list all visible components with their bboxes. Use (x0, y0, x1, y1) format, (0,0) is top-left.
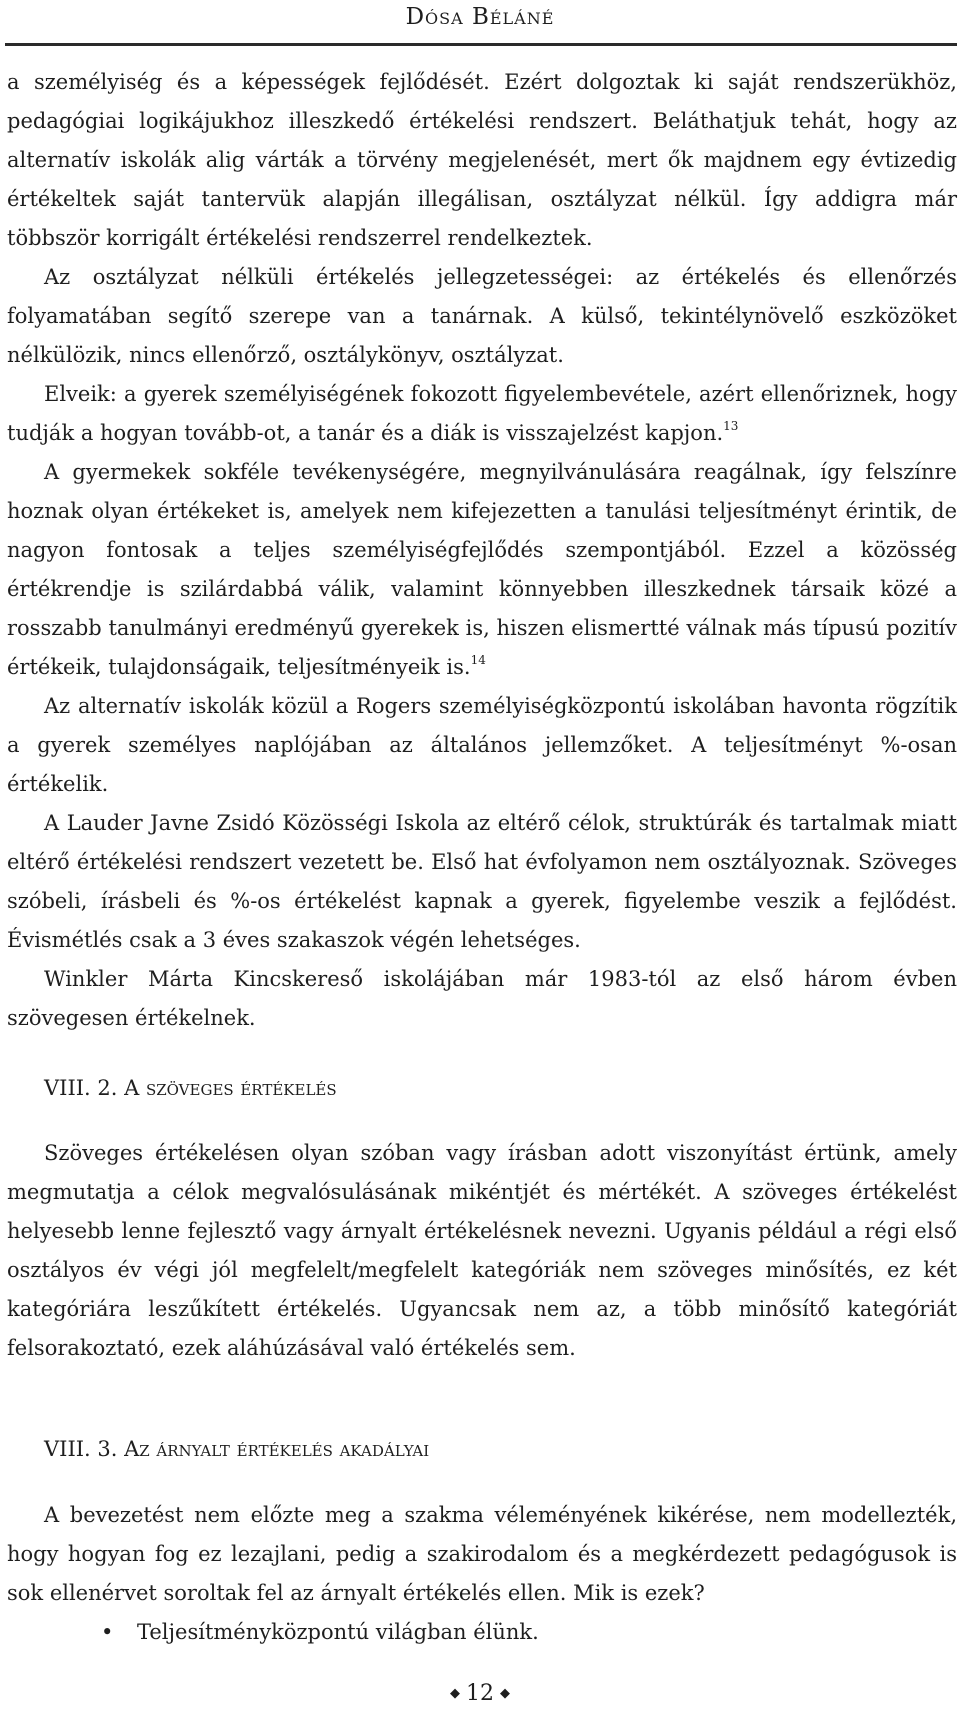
footnote-ref-13: 13 (723, 419, 739, 433)
page-number: 12 (466, 1681, 494, 1706)
list-item-text: Teljesítményközpontú világban élünk. (137, 1620, 539, 1644)
paragraph: A Lauder Javne Zsidó Közösségi Iskola az eltérő célok, struktúrák és tartalmak miatt eltérő értékelési rendszert vezetett be. Első hat évfolyamon nem osztályoznak. Szöveges szóbeli, írásbeli és %-os értékelést kapnak a gyerek, figyelembe veszik a fejlődést. Évismétlés csak a 3 éves szakaszok végén lehetséges. (7, 811, 957, 952)
paragraph-text: A gyermekek sokféle tevékenységére, megnyilvánulására reagálnak, így felszínre hoznak olyan értékeket is, amelyek nem kifejezetten a tanulási teljesítményt érintik, de nagyon fontosak a teljes személyiségfejlődés szempontjából. Ezzel a közösség értékrendje is szilárdabbá válik, valamint könnyebben illeszkednek társaik közé a rosszabb tanulmányi eredményű gyerekek is, hiszen elismertté válnak más típusú pozitív értékeik, tulajdonságaik, teljesítményeik is. (7, 460, 957, 679)
paragraph: A bevezetést nem előzte meg a szakma véleményének kikérése, nem modellezték, hogy hogyan fog ez lezajlani, pedig a szakirodalom és a megkérdezett pedagógusok is sok ellenérvet soroltak fel az árnyalt értékelés ellen. Mik is ezek? (7, 1503, 957, 1605)
running-head: Dósa Béláné (405, 4, 555, 30)
paragraph (7, 375, 957, 453)
paragraph: Szöveges értékelésen olyan szóban vagy írásban adott viszonyítást értünk, amely megmutatja a célok megvalósulásának mikéntjét és mértékét. A szöveges értékelést helyesebb lenne fejlesztő vagy árnyalt értékelésnek nevezni. Ugyanis például a régi első osztályos év végi jól megfelelt/megfelelt kategóriák nem szöveges minősítés, ez két kategóriára leszűkített értékelés. Ugyancsak nem az, a több minősítő kategóriát felsorakoztató, ezek aláhúzásával való értékelés sem. (7, 1141, 957, 1360)
section-heading: VIII. 2. A szöveges értékelés (44, 1076, 337, 1100)
diamond-ornament-icon: ◆ (500, 1686, 510, 1701)
footnote-ref-14: 14 (470, 653, 486, 667)
paragraph-text: Elveik: a gyerek személyiségének fokozott figyelembevétele, azért ellenőriznek, hogy tudják a hogyan tovább-ot, a tanár és a diák is visszajelzést kapjon. (7, 382, 957, 445)
paragraph: Az alternatív iskolák közül a Rogers személyiségközpontú iskolában havonta rögzítik a gyerek személyes naplójában az általános jellemzőket. A teljesítményt %-osan értékelik. (7, 694, 957, 796)
header-rule (5, 43, 957, 46)
paragraph (7, 453, 957, 687)
paragraph: a személyiség és a képességek fejlődését. Ezért dolgoztak ki saját rendszerükhöz, pedagógiai logikájukhoz illeszkedő értékelési rendszert. Beláthatjuk tehát, hogy az alternatív iskolák alig várták a törvény megjelenését, mert ők majdnem egy évtizedig értékeltek saját tantervük alapján illegálisan, osztályzat nélkül. Így addigra már többször korrigált értékelési rendszerrel rendelkeztek. (7, 70, 957, 250)
paragraph: Az osztályzat nélküli értékelés jellegzetességei: az értékelés és ellenőrzés folyamatában segítő szerepe van a tanárnak. A külső, tekintélynövelő eszközöket nélkülözik, nincs ellenőrző, osztálykönyv, osztályzat. (7, 265, 957, 367)
diamond-ornament-icon: ◆ (450, 1686, 460, 1701)
section-heading: VIII. 3. Az árnyalt értékelés akadályai (44, 1437, 430, 1461)
body-text (7, 63, 957, 1652)
list-item (7, 1613, 957, 1652)
bullet-marker: • (101, 1620, 114, 1644)
page-footer (0, 1681, 960, 1706)
paragraph: Winkler Márta Kincskereső iskolájában már 1983-tól az első három évben szövegesen értékelnek. (7, 967, 957, 1030)
